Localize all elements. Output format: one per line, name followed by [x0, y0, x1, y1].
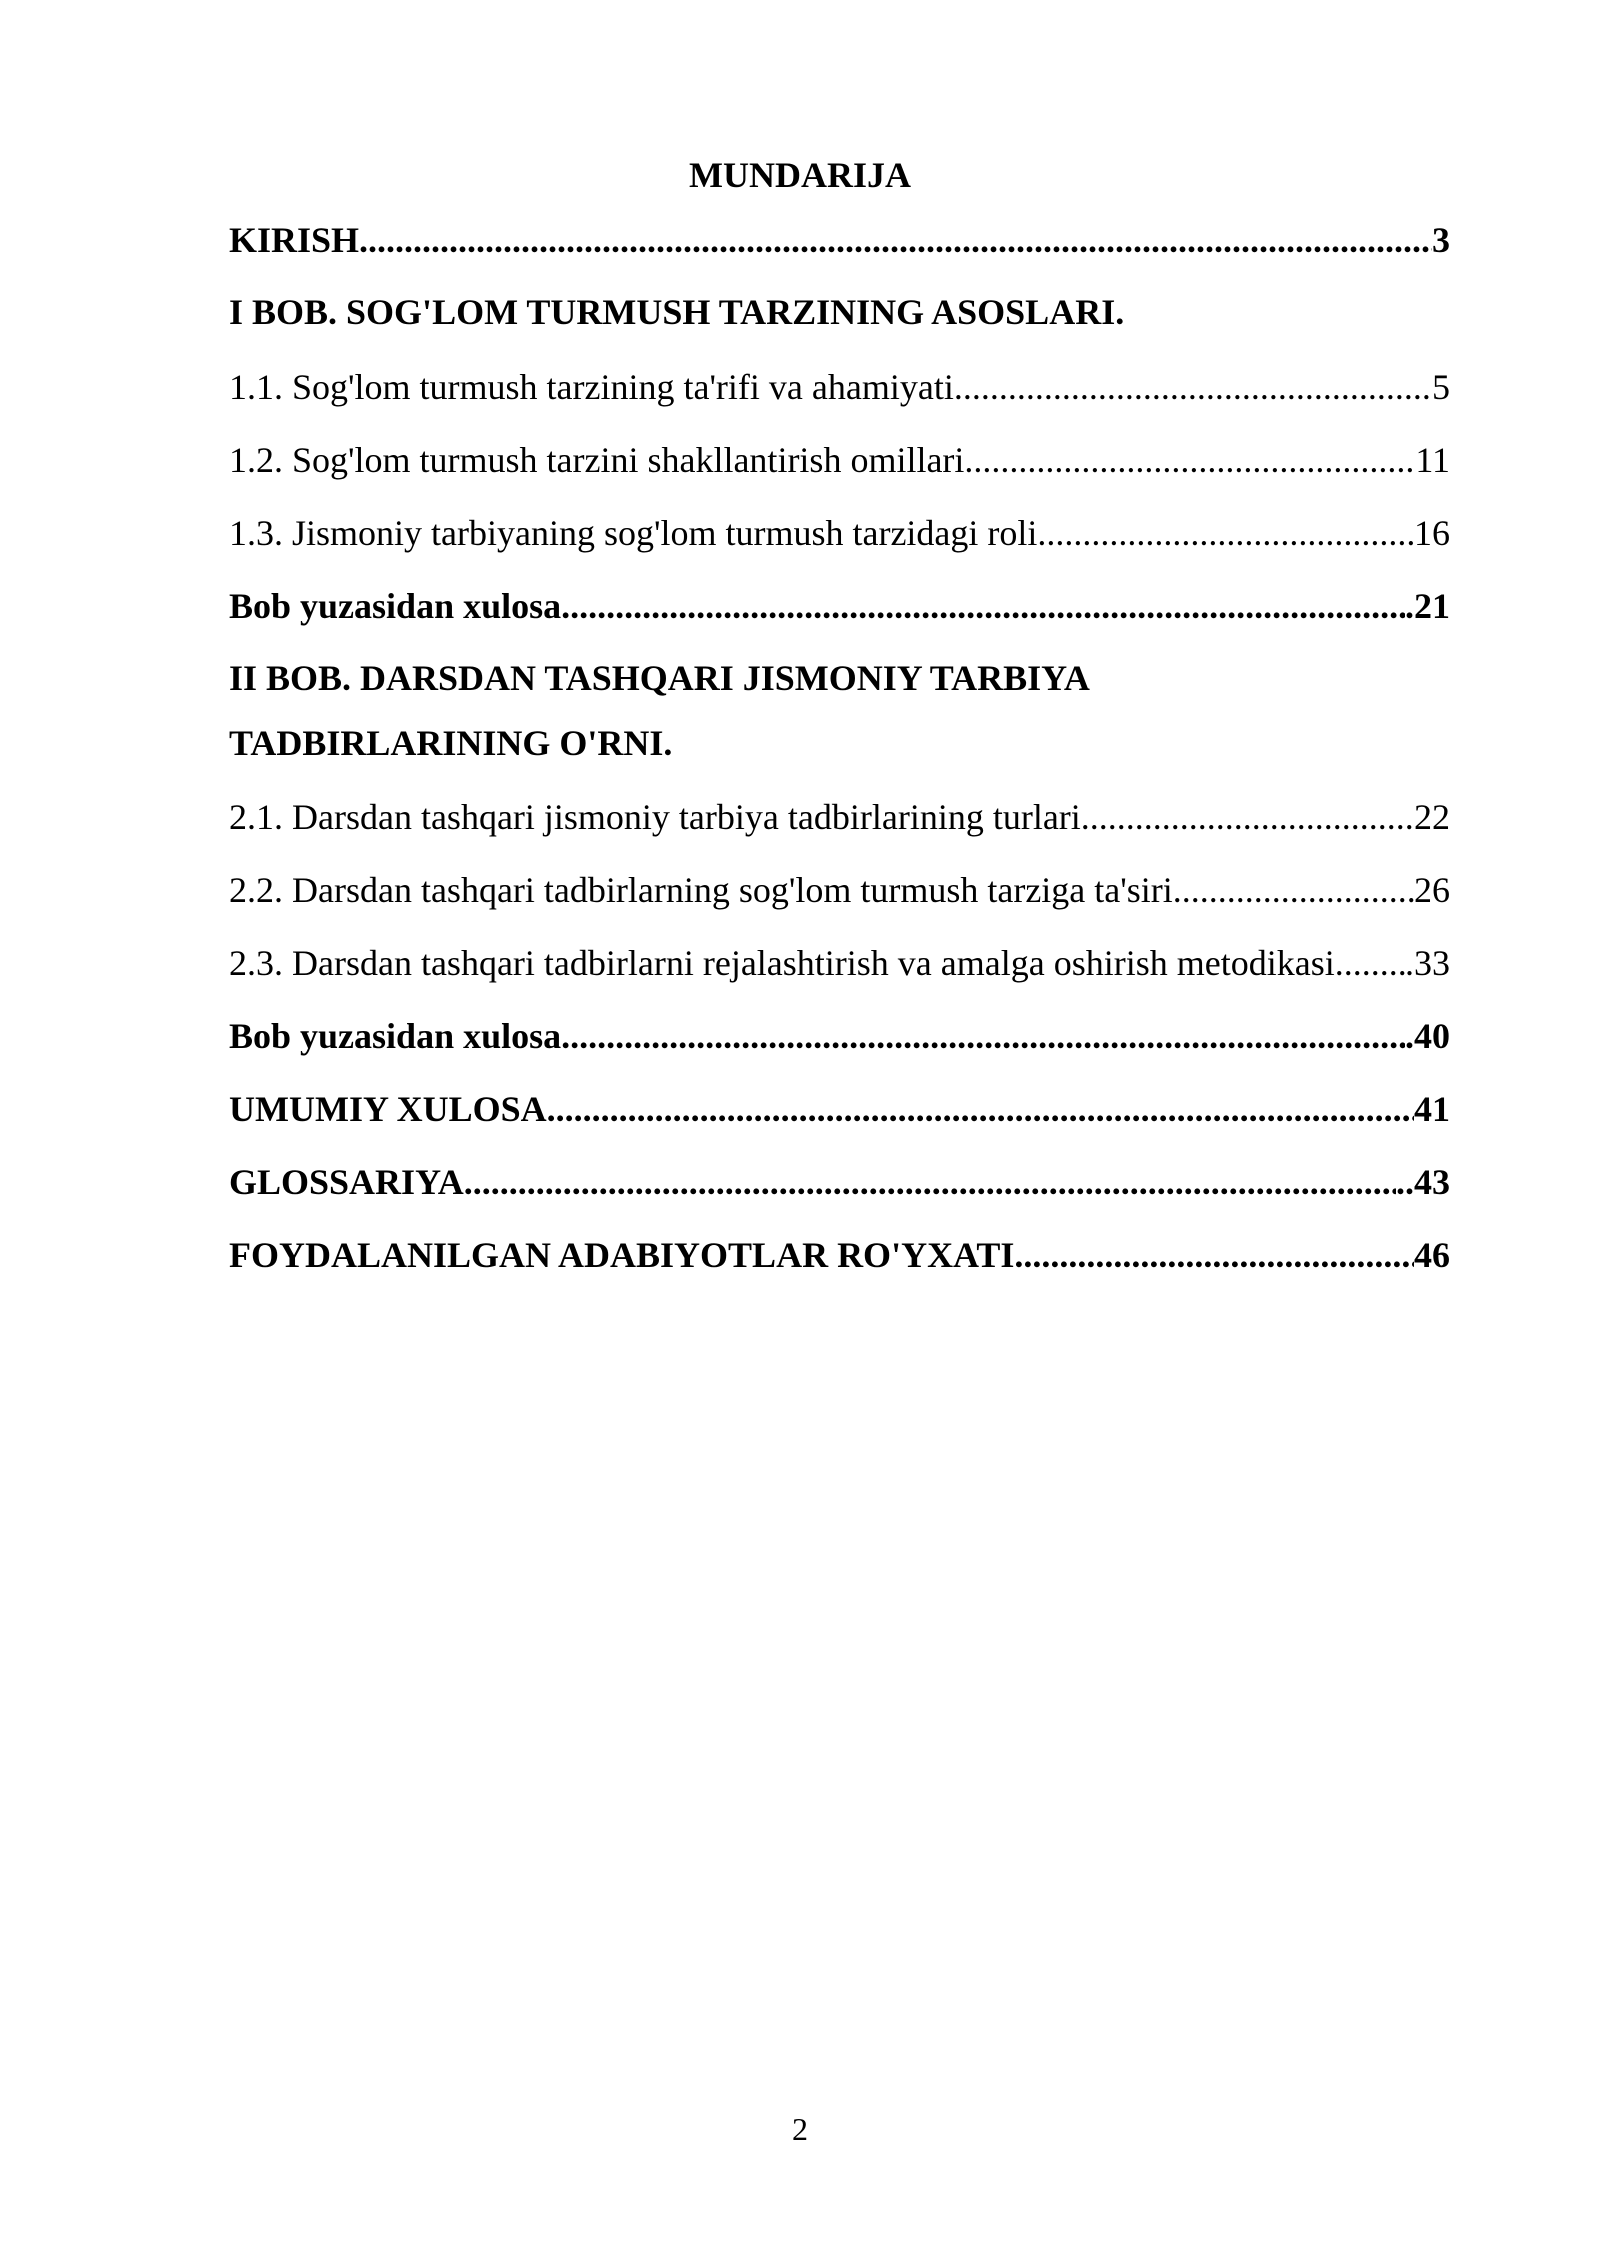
toc-leader-dots	[1173, 865, 1414, 915]
toc-entry-umumiy-xulosa[interactable]	[229, 1084, 1450, 1134]
toc-entry-2-2[interactable]	[229, 865, 1450, 915]
toc-entry-page: .33	[1405, 943, 1450, 983]
toc-leader-dots	[964, 435, 1415, 485]
toc-leader-dots	[547, 1084, 1414, 1134]
toc-entry-text: GLOSSARIYA	[229, 1162, 464, 1202]
toc-leader-dots	[561, 581, 1405, 631]
chapter-1-heading[interactable]: I BOB. SOG'LOM TURMUSH TARZINING ASOSLARI.	[229, 292, 1125, 332]
toc-entry-text: UMUMIY XULOSA	[229, 1089, 547, 1129]
toc-leader-dots	[359, 215, 1432, 265]
toc-entry-page: 46	[1414, 1235, 1450, 1275]
chapter-2-heading-line-2[interactable]: TADBIRLARINING O'RNI.	[229, 723, 673, 763]
toc-leader-dots	[1037, 508, 1414, 558]
toc-entry-page: 22	[1414, 797, 1450, 837]
toc-entry-page: 26	[1414, 870, 1450, 910]
toc-entry-kirish[interactable]	[229, 215, 1450, 265]
toc-entry-page: 41	[1414, 1089, 1450, 1129]
toc-leader-dots	[1081, 792, 1414, 842]
toc-entry-glossariya[interactable]	[229, 1157, 1450, 1207]
toc-entry-text: 2.1. Darsdan tashqari jismoniy tarbiya tadbirlarining turlari	[229, 797, 1081, 837]
toc-entry-text: 2.3. Darsdan tashqari tadbirlarni rejalashtirish va amalga oshirish metodikasi.	[229, 943, 1344, 983]
toc-entry-text: Bob yuzasidan xulosa	[229, 1016, 562, 1056]
toc-entry-page: .21	[1405, 586, 1450, 626]
toc-leader-dots	[1344, 938, 1405, 988]
toc-entry-1-1[interactable]	[229, 362, 1450, 412]
toc-entry-page: 5	[1432, 367, 1450, 407]
toc-entry-text: Bob yuzasidan xulosa	[229, 586, 562, 626]
toc-entry-text: KIRISH	[229, 220, 360, 260]
toc-entry-chapter-2-conclusion[interactable]	[229, 1011, 1450, 1061]
toc-entry-page: 3	[1432, 220, 1450, 260]
toc-entry-2-3[interactable]	[229, 938, 1450, 988]
toc-entry-chapter-1-conclusion[interactable]	[229, 581, 1450, 631]
page-title: MUNDARIJA	[689, 155, 911, 195]
page-number: 2	[792, 2111, 808, 2147]
toc-entry-adabiyotlar[interactable]	[229, 1230, 1450, 1280]
toc-leader-dots	[954, 362, 1432, 412]
toc-entry-page: 11	[1415, 440, 1450, 480]
toc-entry-page: .40	[1405, 1016, 1450, 1056]
toc-entry-text: 1.1. Sog'lom turmush tarzining ta'rifi va ahamiyati	[229, 367, 954, 407]
toc-leader-dots	[1014, 1230, 1414, 1280]
toc-entry-2-1[interactable]	[229, 792, 1450, 842]
toc-entry-text: 1.2. Sog'lom turmush tarzini shakllantirish omillari	[229, 440, 965, 480]
toc-entry-1-3[interactable]	[229, 508, 1450, 558]
toc-entry-page: 16	[1414, 513, 1450, 553]
toc-entry-text: 2.2. Darsdan tashqari tadbirlarning sog'lom turmush tarziga ta'siri	[229, 870, 1173, 910]
toc-leader-dots	[464, 1157, 1396, 1207]
toc-entry-page: ..43	[1396, 1162, 1450, 1202]
toc-entry-text: 1.3. Jismoniy tarbiyaning sog'lom turmush tarzidagi roli	[229, 513, 1038, 553]
toc-entry-text: FOYDALANILGAN ADABIYOTLAR RO'YXATI	[229, 1235, 1015, 1275]
toc-leader-dots	[561, 1011, 1405, 1061]
toc-entry-1-2[interactable]	[229, 435, 1450, 485]
chapter-2-heading-line-1[interactable]: II BOB. DARSDAN TASHQARI JISMONIY TARBIYA	[229, 658, 1090, 698]
